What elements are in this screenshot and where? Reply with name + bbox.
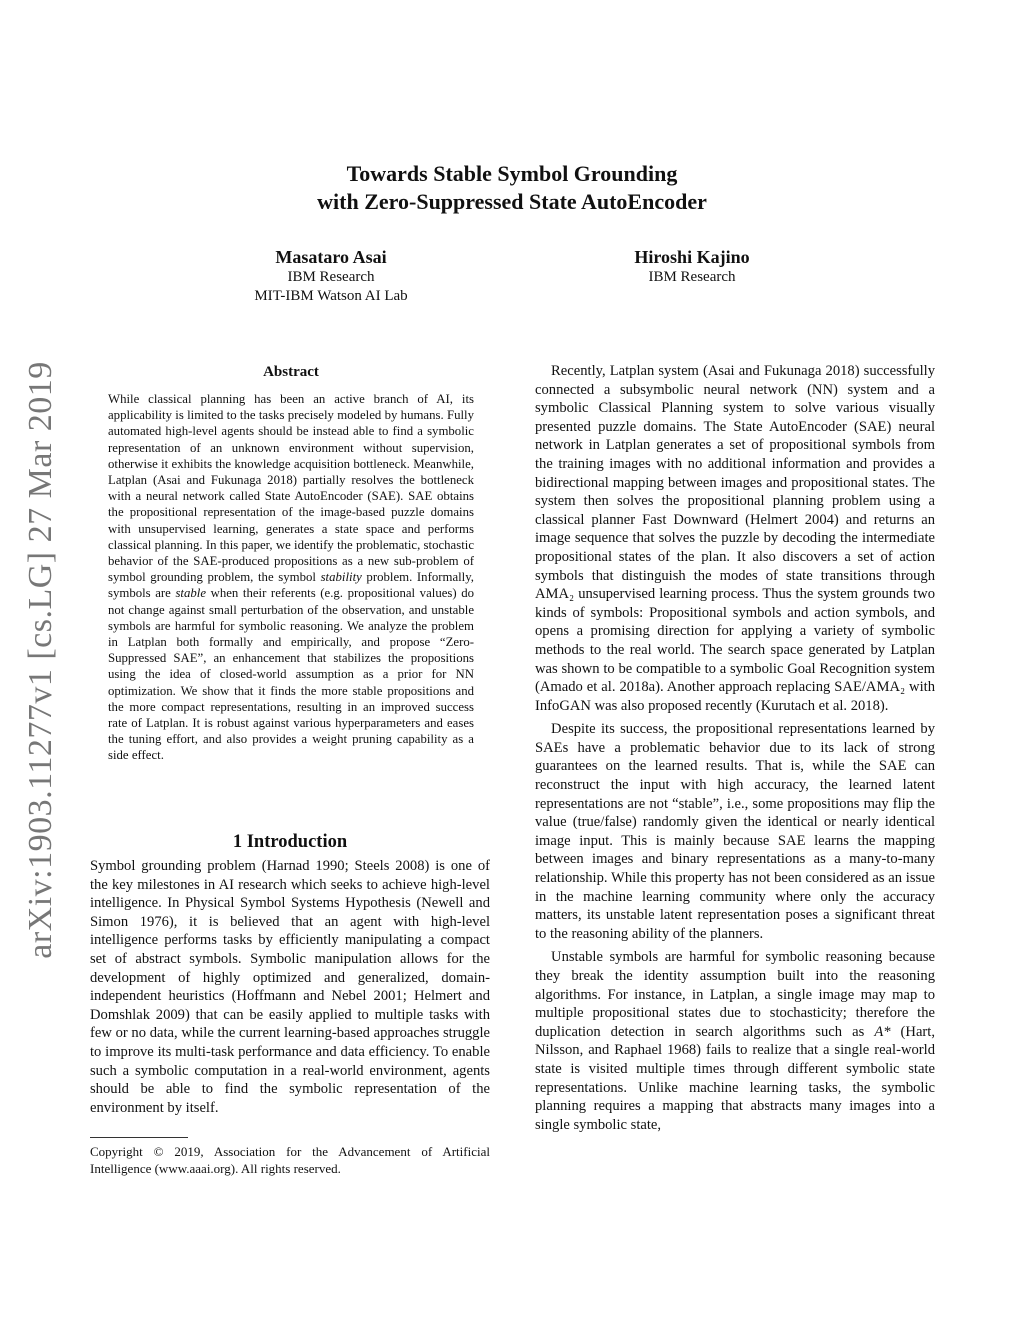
author-affiliation: MIT-IBM Watson AI Lab [254,288,408,304]
footnote-divider [90,1137,188,1138]
copyright-footnote: Copyright © 2019, Association for the Advancement of Artificial Intelligence (www.aaai.org). All rights reserved. [90,1144,490,1176]
abstract-text-part: While classical planning has been an active branch of AI, its applicability is limited to the tasks precisely modeled by humans. Fully automated high-level agents should be instead able to find a symbolic representation of an unknown environment without supervision, otherwise it exhibits the knowledge acquisition bottleneck. Meanwhile, Latplan (Asai and Fukunaga 2018) partially resolves the bottleneck with a neural network called State AutoEncoder (SAE). SAE obtains the propositional representation of the image-based puzzle domains with unsupervised learning, generates a state space and performs classical planning. In this paper, we identify the problematic, stochastic behavior of the SAE-produced propositions as a new sub-problem of symbol grounding problem, the symbol [108,392,474,585]
abstract-text-part: problem. Informally, symbols are [108,570,474,601]
paper-title [0,160,1024,216]
right-column [535,362,935,1139]
author-name: Hiroshi Kajino [634,247,750,267]
body-paragraph [535,948,935,1134]
author-affiliation: IBM Research [648,269,736,285]
author-block-2 [532,246,852,287]
author-affiliation: IBM Research [287,269,375,285]
title-line-1: Towards Stable Symbol Grounding [346,161,678,186]
abstract-text-part: when their referents (e.g. propositional values) do not change against small perturbation of the observation, and unstable symbols are harmful for symbolic reasoning. We analyze the problem in Latplan both formally and empirically, and propose “Zero-Suppressed SAE”, an enhancement that stabilizes the propositions using the idea of closed-world assumption as a prior for NN optimization. We show that it finds the more stable propositions and the more compact representations, resulting in an improved success rate of Latplan. It is robust against various hyperparameters and eases the tuning effort, and also provides a weight pruning capability as a side effect. [108,586,475,763]
body-paragraph: Recently, Latplan system (Asai and Fukunaga 2018) successfully connected a subsymbolic neural network (NN) system and a symbolic Classical Planning system to solve various visually presented puzzle domains. The State AutoEncoder (SAE) neural network in Latplan generates a set of propositional symbols from the training images with no additional information and provides a bidirectional mapping between images and propositional states. The system then solves the propositional planning problem using a classical planner Fast Downward (Helmert 2004) and returns an image sequence that solves the puzzle by decoding the intermediate propositional states of the plan. It also discovers a set of action symbols that distinguish the modes of state transitions through AMA₂ unsupervised learning process. Thus the system grounds two kinds of symbols: Propositional symbols and action symbols, and opens a promising direction for applying a variety of symbolic methods to the real world. The search space generated by Latplan was shown to be compatible to a symbolic Goal Recognition system (Amado et al. 2018a). Another approach replacing SAE/AMA₂ with InfoGAN was also proposed recently (Kurutach et al. 2018). [535,363,935,714]
title-line-2: with Zero-Suppressed State AutoEncoder [317,189,707,214]
abstract-emphasis: stable [175,586,207,601]
abstract-text [108,391,474,764]
section-heading-introduction: 1 Introduction [232,832,348,852]
author-block-1 [171,246,491,306]
author-name: Masataro Asai [275,247,387,267]
abstract-emphasis: stability [320,570,362,585]
paragraph-text-part: Unstable symbols are harmful for symbolic reasoning because they break the identity assumption built into the reasoning algorithms. For instance, in Latplan, a single image may map to multiple propositional states due to stochasticity; therefore the duplication detection in search algorithms such as [535,949,935,1040]
arxiv-identifier: arXiv:1903.11277v1 [cs.LG] 27 Mar 2019 [22,361,59,959]
arxiv-sidebar [16,350,66,970]
abstract-heading: Abstract [263,364,319,380]
paragraph-text-part: (Hart, Nilsson, and Raphael 1968) fails to realize that a single real-world state is visited multiple times through different symbolic state representations. Unlike machine learning tasks, the symbolic planning requires a mapping that abstracts many images into a single symbolic state, [535,1023,935,1133]
body-paragraph: Despite its success, the propositional representations learned by SAEs have a problematic behavior due to its lack of strong guarantees on the learned results. That is, while the SAE can reconstruct the input with high accuracy, the learned latent representations are not “stable”, i.e., some propositions may flip the value (true/false) randomly given the identical or nearly identical image input. This is mainly because SAE learns the mapping between images and binary representations as a many-to-many relationship. While this property has not been considered as an issue in the machine learning community where only the accuracy matters, its unstable latent representation poses a significant threat to the reasoning ability of the planners. [535,721,935,942]
introduction-paragraph: Symbol grounding problem (Harnad 1990; Steels 2008) is one of the key milestones in AI research which seeks to achieve high-level intelligence. In Physical Symbol Systems Hypothesis (Newell and Simon 1976), it is believed that an agent with high-level intelligence performs tasks by efficiently manipulating a compact set of abstract symbols. Symbolic manipulation allows for the development of highly optimized and generalized, domain-independent heuristics (Hoffmann and Nebel 2001; Helmert and Domshlak 2009) that can be easily applied to multiple tasks with few or no data, while the current learning-based approaches struggle to improve its multi-task performance and data efficiency. To enable such a symbolic computation in a real-world environment, agents should be able to find the symbolic representation of the environment by itself. [90,858,490,1116]
math-symbol: A* [874,1023,891,1040]
